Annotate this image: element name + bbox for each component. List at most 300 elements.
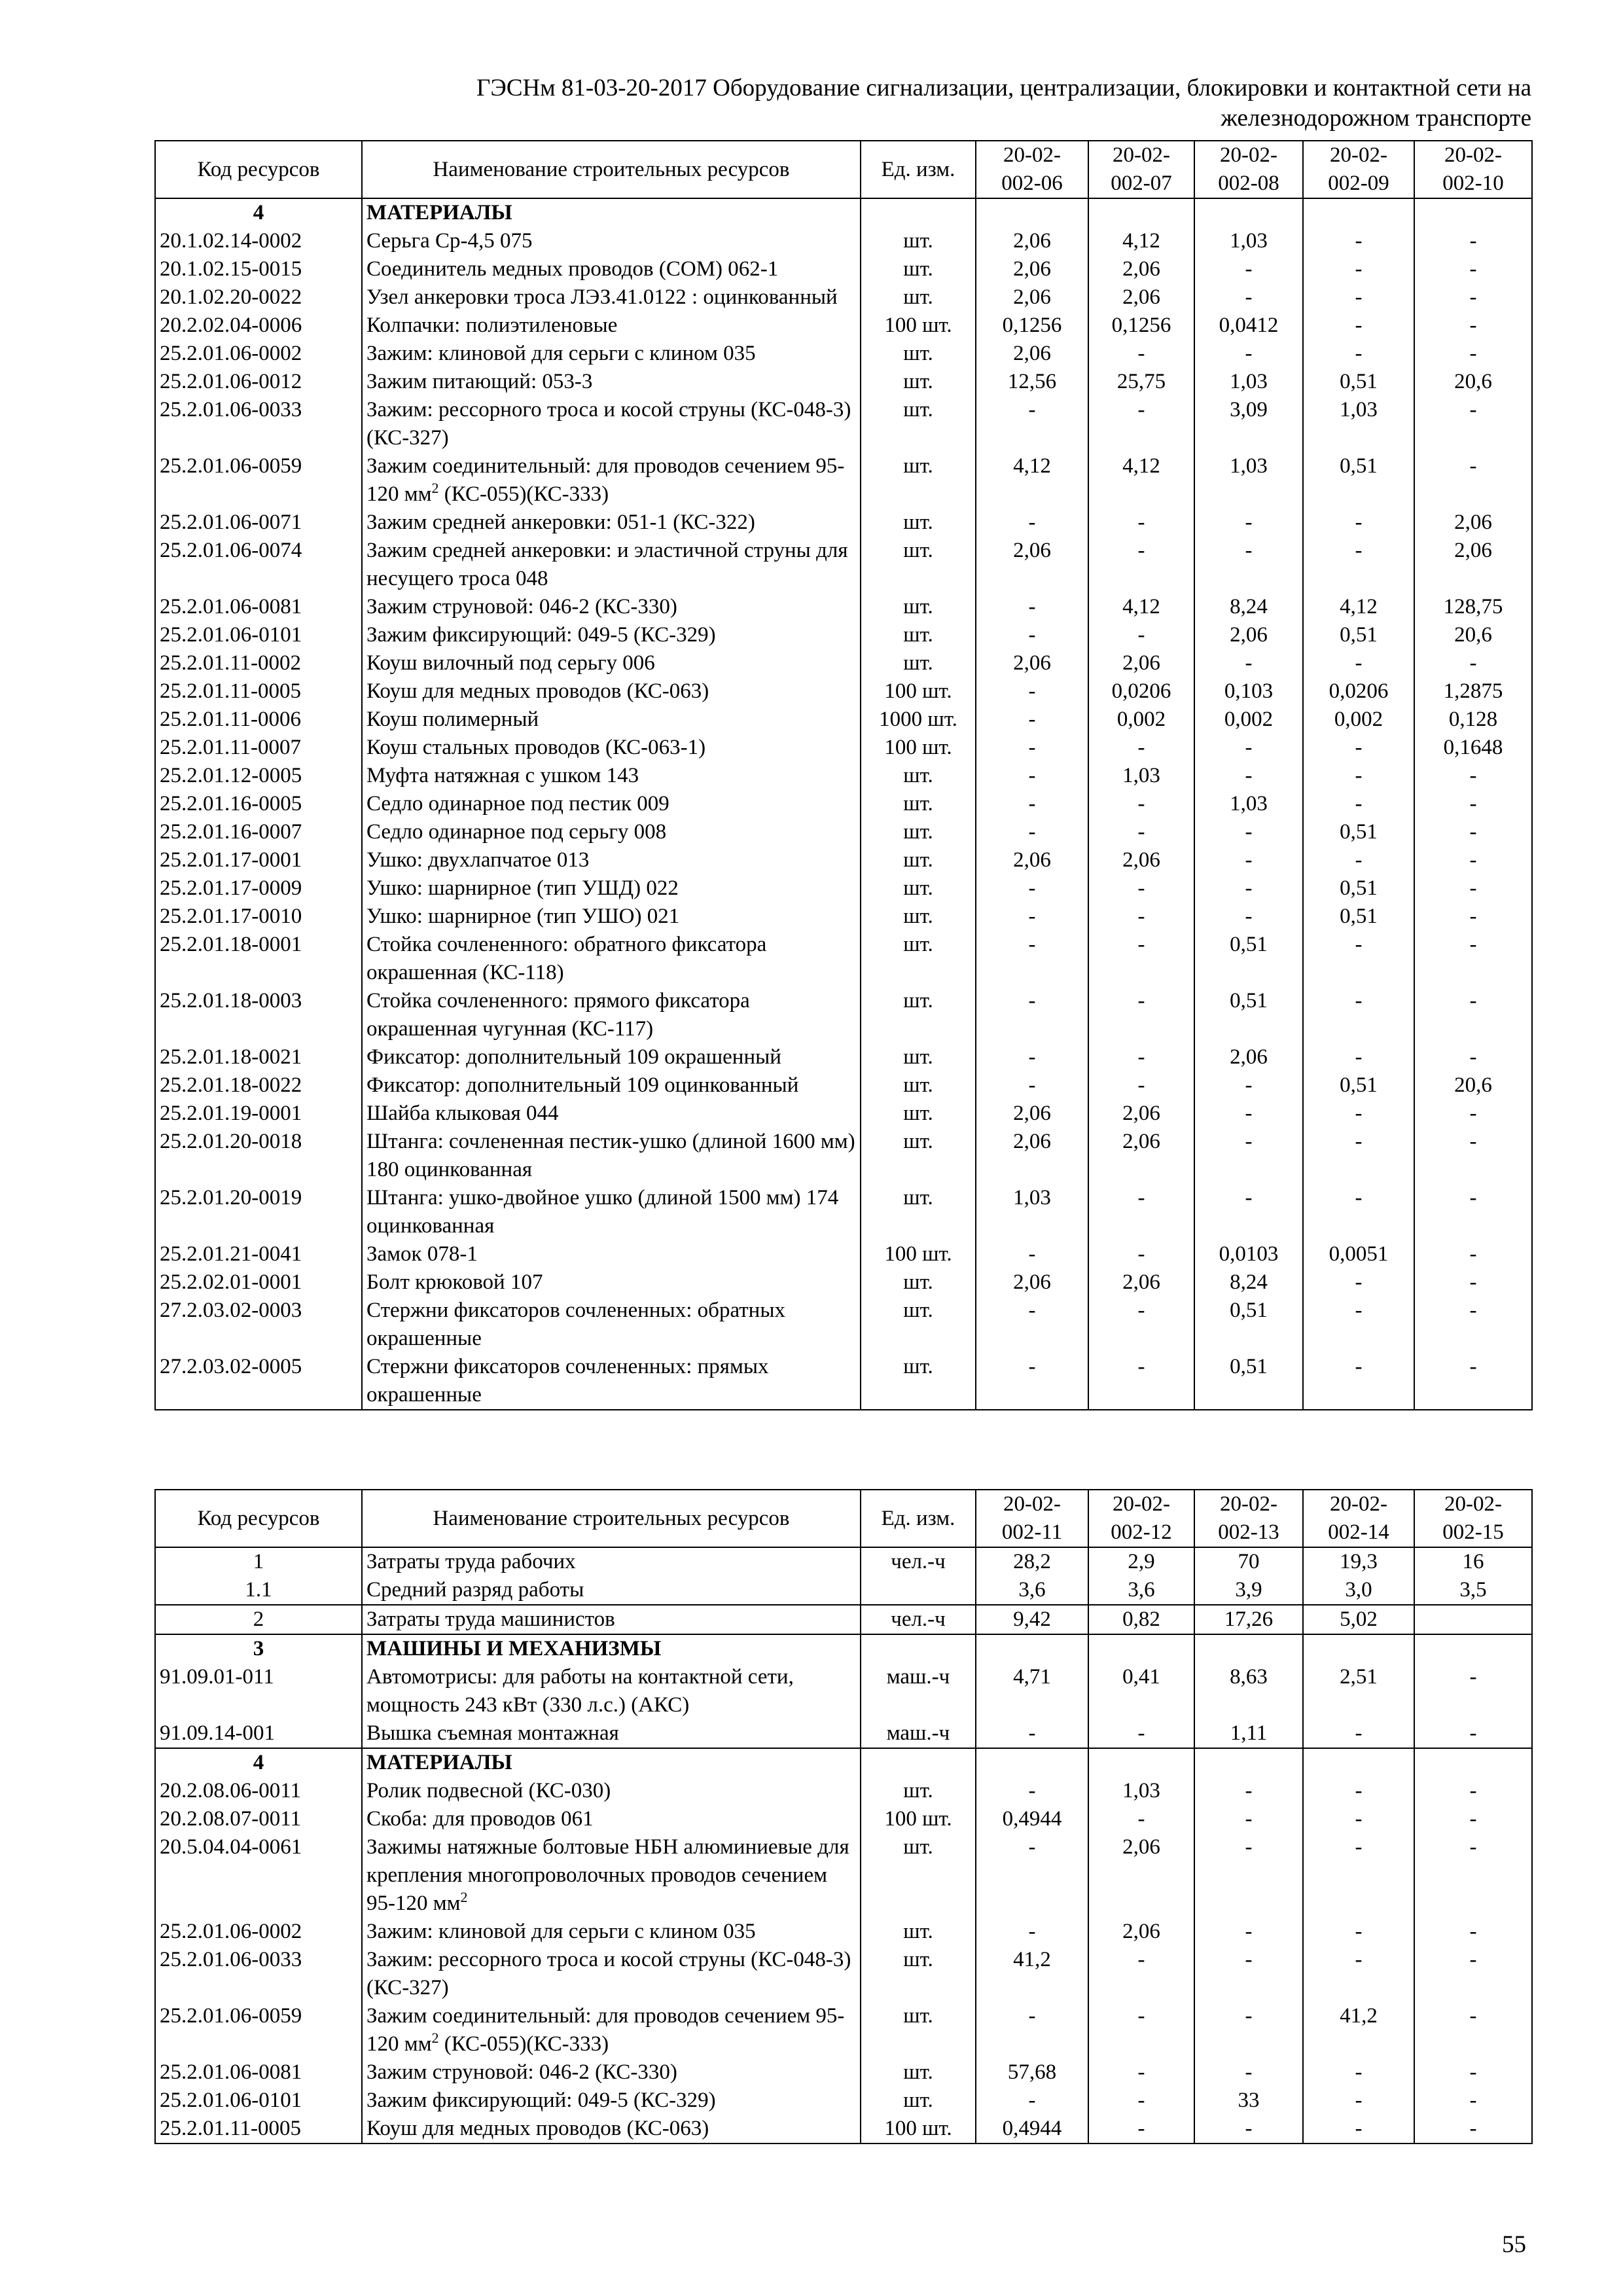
- table-row: [155, 1946, 1532, 2002]
- column-header-name: Наименование строительных ресурсов: [362, 141, 861, 198]
- cell-v2: -: [1088, 734, 1194, 762]
- table-row: [155, 312, 1532, 340]
- cell-unit: шт.: [861, 1297, 976, 1353]
- cell-v4: -: [1303, 1833, 1414, 1918]
- cell-v5: -: [1414, 762, 1532, 790]
- cell-v4: -: [1303, 1353, 1414, 1410]
- cell-code: 25.2.01.06-0101: [155, 2087, 362, 2115]
- cell-v2: 0,002: [1088, 706, 1194, 734]
- cell-v4: -: [1303, 1918, 1414, 1946]
- cell-name: Коуш вилочный под серьгу 006: [362, 649, 861, 677]
- table-row: [155, 1100, 1532, 1128]
- cell-v4: 0,51: [1303, 452, 1414, 509]
- table-row: [155, 790, 1532, 818]
- cell-v3: 1,03: [1194, 368, 1303, 396]
- cell-v4: 0,51: [1303, 874, 1414, 903]
- cell-name: Болт крюковой 107: [362, 1268, 861, 1297]
- cell-v2: -: [1088, 537, 1194, 593]
- cell-v3: [1194, 1748, 1303, 1777]
- cell-v1: -: [976, 396, 1088, 452]
- cell-v3: -: [1194, 1805, 1303, 1833]
- table-row: [155, 1128, 1532, 1184]
- cell-v1: -: [976, 790, 1088, 818]
- table-row: [155, 874, 1532, 903]
- cell-v5: -: [1414, 1719, 1532, 1748]
- cell-code: 25.2.01.21-0041: [155, 1240, 362, 1268]
- cell-v1: 9,42: [976, 1605, 1088, 1634]
- cell-v1: -: [976, 818, 1088, 846]
- cell-v1: 57,68: [976, 2058, 1088, 2087]
- cell-code: 1: [155, 1547, 362, 1576]
- cell-v5: -: [1414, 874, 1532, 903]
- cell-v2: -: [1088, 1184, 1194, 1240]
- table-row: [155, 762, 1532, 790]
- cell-v4: -: [1303, 846, 1414, 874]
- cell-unit: шт.: [861, 2087, 976, 2115]
- cell-code: 27.2.03.02-0005: [155, 1353, 362, 1410]
- cell-v1: -: [976, 1719, 1088, 1748]
- cell-v3: -: [1194, 762, 1303, 790]
- cell-v1: 0,4944: [976, 1805, 1088, 1833]
- table-row: [155, 1663, 1532, 1719]
- cell-v2: 0,1256: [1088, 312, 1194, 340]
- cell-name: Замок 078-1: [362, 1240, 861, 1268]
- cell-v2: 25,75: [1088, 368, 1194, 396]
- cell-v4: 0,51: [1303, 621, 1414, 649]
- cell-code: 25.2.01.06-0059: [155, 2002, 362, 2058]
- section-row: [155, 1634, 1532, 1663]
- column-header-v4: 20-02- 002-09: [1303, 141, 1414, 198]
- cell-v2: 4,12: [1088, 452, 1194, 509]
- cell-v5: 20,6: [1414, 368, 1532, 396]
- cell-unit: шт.: [861, 790, 976, 818]
- cell-v1: 2,06: [976, 283, 1088, 312]
- cell-v3: -: [1194, 1777, 1303, 1805]
- table-row: [155, 1071, 1532, 1100]
- table-row: [155, 1297, 1532, 1353]
- cell-v4: 41,2: [1303, 2002, 1414, 2058]
- cell-name: Ушко: шарнирное (тип УШО) 021: [362, 903, 861, 931]
- cell-v4: -: [1303, 2087, 1414, 2115]
- cell-name: Штанга: ушко-двойное ушко (длиной 1500 мм) 174 оцинкованная: [362, 1184, 861, 1240]
- cell-unit: [861, 198, 976, 227]
- cell-v2: 2,06: [1088, 649, 1194, 677]
- cell-v1: [976, 1748, 1088, 1777]
- cell-v2: -: [1088, 818, 1194, 846]
- cell-code: 20.5.04.04-0061: [155, 1833, 362, 1918]
- table-row: [155, 706, 1532, 734]
- cell-v4: 0,51: [1303, 368, 1414, 396]
- cell-v1: 2,06: [976, 227, 1088, 255]
- cell-v3: -: [1194, 2115, 1303, 2144]
- cell-v1: -: [976, 1240, 1088, 1268]
- cell-v4: -: [1303, 1268, 1414, 1297]
- cell-unit: шт.: [861, 452, 976, 509]
- cell-unit: шт.: [861, 931, 976, 987]
- cell-unit: [861, 1748, 976, 1777]
- cell-v5: -: [1414, 1100, 1532, 1128]
- cell-v5: -: [1414, 818, 1532, 846]
- cell-code: 25.2.01.06-0071: [155, 509, 362, 537]
- cell-v1: 28,2: [976, 1547, 1088, 1576]
- cell-v1: [976, 198, 1088, 227]
- cell-v4: -: [1303, 1184, 1414, 1240]
- cell-code: 20.1.02.20-0022: [155, 283, 362, 312]
- cell-v3: -: [1194, 818, 1303, 846]
- cell-unit: шт.: [861, 1777, 976, 1805]
- cell-v1: -: [976, 677, 1088, 706]
- cell-v3: 0,51: [1194, 987, 1303, 1043]
- cell-name: Скоба: для проводов 061: [362, 1805, 861, 1833]
- cell-unit: [861, 1634, 976, 1663]
- table-row: [155, 903, 1532, 931]
- cell-v5: -: [1414, 1128, 1532, 1184]
- cell-v5: -: [1414, 227, 1532, 255]
- column-header-v4: 20-02- 002-14: [1303, 1490, 1414, 1547]
- cell-code: 91.09.01-011: [155, 1663, 362, 1719]
- cell-v3: 0,0103: [1194, 1240, 1303, 1268]
- cell-name: Серьга Ср-4,5 075: [362, 227, 861, 255]
- cell-v1: -: [976, 1918, 1088, 1946]
- cell-v2: [1088, 1634, 1194, 1663]
- table-row: [155, 846, 1532, 874]
- cell-v5: -: [1414, 2058, 1532, 2087]
- cell-unit: шт.: [861, 537, 976, 593]
- cell-v3: -: [1194, 903, 1303, 931]
- column-header-unit: Ед. изм.: [861, 1490, 976, 1547]
- cell-v3: 0,51: [1194, 1353, 1303, 1410]
- cell-v1: -: [976, 1071, 1088, 1100]
- cell-unit: шт.: [861, 903, 976, 931]
- cell-v1: 2,06: [976, 1268, 1088, 1297]
- cell-name: МАШИНЫ И МЕХАНИЗМЫ: [362, 1634, 861, 1663]
- cell-v3: 0,51: [1194, 1297, 1303, 1353]
- cell-v5: -: [1414, 1663, 1532, 1719]
- table-row: [155, 1719, 1532, 1748]
- cell-v4: 0,002: [1303, 706, 1414, 734]
- cell-unit: шт.: [861, 874, 976, 903]
- cell-v1: -: [976, 1043, 1088, 1071]
- cell-v4: -: [1303, 1805, 1414, 1833]
- cell-v3: -: [1194, 537, 1303, 593]
- cell-name: Зажим струновой: 046-2 (КС-330): [362, 2058, 861, 2087]
- cell-v5: 128,75: [1414, 593, 1532, 621]
- cell-v2: -: [1088, 621, 1194, 649]
- cell-v1: -: [976, 1297, 1088, 1353]
- cell-code: 25.2.01.06-0033: [155, 396, 362, 452]
- cell-v5: 1,2875: [1414, 677, 1532, 706]
- table-row: [155, 1777, 1532, 1805]
- cell-unit: шт.: [861, 227, 976, 255]
- cell-v4: [1303, 198, 1414, 227]
- cell-v2: -: [1088, 1071, 1194, 1100]
- cell-v3: 8,63: [1194, 1663, 1303, 1719]
- table-row: [155, 593, 1532, 621]
- cell-v5: 0,1648: [1414, 734, 1532, 762]
- cell-unit: шт.: [861, 649, 976, 677]
- table-row: [155, 1547, 1532, 1576]
- cell-code: 25.2.01.12-0005: [155, 762, 362, 790]
- column-header-v1: 20-02- 002-06: [976, 141, 1088, 198]
- cell-code: 25.2.01.18-0003: [155, 987, 362, 1043]
- table-body: [155, 1547, 1532, 2144]
- cell-unit: чел.-ч: [861, 1605, 976, 1634]
- section-row: [155, 1748, 1532, 1777]
- cell-v1: 1,03: [976, 1184, 1088, 1240]
- cell-code: 20.1.02.14-0002: [155, 227, 362, 255]
- cell-v2: -: [1088, 2115, 1194, 2144]
- column-header-code: Код ресурсов: [155, 141, 362, 198]
- cell-code: 25.2.02.01-0001: [155, 1268, 362, 1297]
- cell-name: Зажим: клиновой для серьги с клином 035: [362, 340, 861, 368]
- cell-code: 25.2.01.06-0002: [155, 340, 362, 368]
- table-row: [155, 2115, 1532, 2144]
- cell-name: Зажим фиксирующий: 049-5 (КС-329): [362, 2087, 861, 2115]
- cell-name: Средний разряд работы: [362, 1576, 861, 1605]
- cell-unit: шт.: [861, 1946, 976, 2002]
- cell-v3: -: [1194, 1918, 1303, 1946]
- cell-name: Зажим: рессорного троса и косой струны (КС-048-3) (КС-327): [362, 1946, 861, 2002]
- cell-v3: 1,03: [1194, 227, 1303, 255]
- cell-v3: -: [1194, 283, 1303, 312]
- cell-v4: 0,0206: [1303, 677, 1414, 706]
- cell-v4: -: [1303, 255, 1414, 283]
- table-row: [155, 1353, 1532, 1410]
- table-row: [155, 649, 1532, 677]
- cell-v4: 0,51: [1303, 903, 1414, 931]
- cell-v1: -: [976, 509, 1088, 537]
- cell-v4: -: [1303, 1128, 1414, 1184]
- cell-name: Ушко: шарнирное (тип УШД) 022: [362, 874, 861, 903]
- cell-name: МАТЕРИАЛЫ: [362, 198, 861, 227]
- cell-v2: 1,03: [1088, 762, 1194, 790]
- cell-v2: -: [1088, 2002, 1194, 2058]
- cell-v2: 4,12: [1088, 593, 1194, 621]
- cell-v2: -: [1088, 1353, 1194, 1410]
- table-row: [155, 227, 1532, 255]
- table-row: [155, 1184, 1532, 1240]
- cell-v4: -: [1303, 1297, 1414, 1353]
- cell-v1: -: [976, 706, 1088, 734]
- cell-code: 25.2.01.06-0074: [155, 537, 362, 593]
- cell-v1: -: [976, 903, 1088, 931]
- cell-code: 25.2.01.20-0018: [155, 1128, 362, 1184]
- cell-v5: -: [1414, 790, 1532, 818]
- cell-unit: 100 шт.: [861, 734, 976, 762]
- cell-unit: шт.: [861, 1128, 976, 1184]
- cell-name: Стержни фиксаторов сочлененных: обратных окрашенные: [362, 1297, 861, 1353]
- cell-v4: -: [1303, 1777, 1414, 1805]
- cell-v5: -: [1414, 1240, 1532, 1268]
- column-header-v3: 20-02- 002-13: [1194, 1490, 1303, 1547]
- cell-v1: -: [976, 874, 1088, 903]
- cell-v3: 0,002: [1194, 706, 1303, 734]
- cell-v4: 19,3: [1303, 1547, 1414, 1576]
- cell-unit: шт.: [861, 621, 976, 649]
- cell-v4: -: [1303, 227, 1414, 255]
- cell-unit: [861, 1576, 976, 1605]
- cell-v4: -: [1303, 1719, 1414, 1748]
- table-row: [155, 452, 1532, 509]
- cell-v1: 2,06: [976, 846, 1088, 874]
- cell-unit: шт.: [861, 2058, 976, 2087]
- cell-v5: -: [1414, 1353, 1532, 1410]
- column-header-v3: 20-02- 002-08: [1194, 141, 1303, 198]
- cell-code: 1.1: [155, 1576, 362, 1605]
- table-row: [155, 677, 1532, 706]
- cell-v4: 0,51: [1303, 818, 1414, 846]
- cell-v5: -: [1414, 1268, 1532, 1297]
- cell-unit: 100 шт.: [861, 2115, 976, 2144]
- cell-v1: [976, 1634, 1088, 1663]
- cell-v5: -: [1414, 2002, 1532, 2058]
- cell-unit: шт.: [861, 1100, 976, 1128]
- cell-unit: шт.: [861, 1353, 976, 1410]
- cell-unit: чел.-ч: [861, 1547, 976, 1576]
- cell-v3: -: [1194, 846, 1303, 874]
- cell-name: Вышка съемная монтажная: [362, 1719, 861, 1748]
- cell-v1: 2,06: [976, 537, 1088, 593]
- cell-code: 25.2.01.06-0002: [155, 1918, 362, 1946]
- cell-v1: -: [976, 734, 1088, 762]
- cell-v4: [1303, 1634, 1414, 1663]
- cell-v5: -: [1414, 987, 1532, 1043]
- table-row: [155, 931, 1532, 987]
- cell-code: 2: [155, 1605, 362, 1634]
- cell-v1: -: [976, 1353, 1088, 1410]
- cell-v3: 1,11: [1194, 1719, 1303, 1748]
- cell-v1: -: [976, 1833, 1088, 1918]
- cell-code: 4: [155, 198, 362, 227]
- cell-v4: 0,51: [1303, 1071, 1414, 1100]
- cell-v3: -: [1194, 1946, 1303, 2002]
- cell-name: Седло одинарное под серьгу 008: [362, 818, 861, 846]
- table-row: [155, 1805, 1532, 1833]
- cell-v4: -: [1303, 312, 1414, 340]
- cell-name: Зажим соединительный: для проводов сечением 95-120 $мм^2$ (КС-055)(КС-333): [362, 452, 861, 509]
- cell-unit: 100 шт.: [861, 1240, 976, 1268]
- cell-v3: -: [1194, 2058, 1303, 2087]
- cell-v2: 0,41: [1088, 1663, 1194, 1719]
- cell-v2: 2,06: [1088, 255, 1194, 283]
- cell-v4: -: [1303, 2115, 1414, 2144]
- cell-unit: шт.: [861, 818, 976, 846]
- cell-v2: -: [1088, 1297, 1194, 1353]
- cell-v3: -: [1194, 1128, 1303, 1184]
- cell-v5: 3,5: [1414, 1576, 1532, 1605]
- cell-code: 25.2.01.11-0005: [155, 2115, 362, 2144]
- cell-v5: -: [1414, 846, 1532, 874]
- cell-v4: -: [1303, 734, 1414, 762]
- cell-v4: -: [1303, 2058, 1414, 2087]
- cell-v5: -: [1414, 649, 1532, 677]
- cell-v3: -: [1194, 1071, 1303, 1100]
- cell-v1: -: [976, 593, 1088, 621]
- cell-code: 25.2.01.06-0033: [155, 1946, 362, 2002]
- table-header-row: [155, 141, 1532, 198]
- cell-name: Коуш для медных проводов (КС-063): [362, 2115, 861, 2144]
- cell-code: 25.2.01.16-0005: [155, 790, 362, 818]
- cell-v3: -: [1194, 1100, 1303, 1128]
- column-header-v2: 20-02- 002-12: [1088, 1490, 1194, 1547]
- cell-v3: 2,06: [1194, 1043, 1303, 1071]
- cell-unit: 100 шт.: [861, 1805, 976, 1833]
- cell-unit: шт.: [861, 987, 976, 1043]
- column-header-v5: 20-02- 002-15: [1414, 1490, 1532, 1547]
- cell-v4: -: [1303, 762, 1414, 790]
- cell-v1: -: [976, 987, 1088, 1043]
- cell-name: Автомотрисы: для работы на контактной сети, мощность 243 кВт (330 л.с.) (АКС): [362, 1663, 861, 1719]
- cell-name: Стойка сочлененного: прямого фиксатора окрашенная чугунная (КС-117): [362, 987, 861, 1043]
- cell-v2: -: [1088, 1043, 1194, 1071]
- cell-name: Зажим средней анкеровки: 051-1 (КС-322): [362, 509, 861, 537]
- cell-v2: 2,06: [1088, 1268, 1194, 1297]
- cell-unit: шт.: [861, 283, 976, 312]
- cell-v3: 8,24: [1194, 1268, 1303, 1297]
- cell-v3: 1,03: [1194, 452, 1303, 509]
- cell-v5: -: [1414, 396, 1532, 452]
- cell-unit: шт.: [861, 255, 976, 283]
- cell-v4: -: [1303, 790, 1414, 818]
- cell-v1: 2,06: [976, 1128, 1088, 1184]
- table-row: [155, 734, 1532, 762]
- cell-v5: -: [1414, 452, 1532, 509]
- cell-v5: -: [1414, 1833, 1532, 1918]
- cell-code: 25.2.01.20-0019: [155, 1184, 362, 1240]
- table-row: [155, 340, 1532, 368]
- cell-name: Штанга: сочлененная пестик-ушко (длиной 1600 мм) 180 оцинкованная: [362, 1128, 861, 1184]
- cell-v2: -: [1088, 874, 1194, 903]
- table-body: [155, 198, 1532, 1410]
- cell-v3: -: [1194, 2002, 1303, 2058]
- cell-v1: -: [976, 762, 1088, 790]
- cell-code: 25.2.01.06-0012: [155, 368, 362, 396]
- cell-v3: [1194, 198, 1303, 227]
- cell-v4: -: [1303, 931, 1414, 987]
- cell-v2: [1088, 1748, 1194, 1777]
- cell-code: 25.2.01.17-0001: [155, 846, 362, 874]
- cell-v2: 0,0206: [1088, 677, 1194, 706]
- cell-v3: -: [1194, 1833, 1303, 1918]
- cell-v5: -: [1414, 1777, 1532, 1805]
- cell-v5: -: [1414, 903, 1532, 931]
- cell-v3: 3,09: [1194, 396, 1303, 452]
- cell-v5: -: [1414, 255, 1532, 283]
- cell-v3: -: [1194, 734, 1303, 762]
- cell-v3: -: [1194, 649, 1303, 677]
- cell-code: 3: [155, 1634, 362, 1663]
- cell-v3: [1194, 1634, 1303, 1663]
- cell-v2: 2,06: [1088, 1833, 1194, 1918]
- cell-name: Стойка сочлененного: обратного фиксатора окрашенная (КС-118): [362, 931, 861, 987]
- cell-name: Ролик подвесной (КС-030): [362, 1777, 861, 1805]
- cell-unit: шт.: [861, 1043, 976, 1071]
- cell-name: Муфта натяжная с ушком 143: [362, 762, 861, 790]
- cell-name: Зажим: клиновой для серьги с клином 035: [362, 1918, 861, 1946]
- table-row: [155, 1918, 1532, 1946]
- cell-v5: -: [1414, 1043, 1532, 1071]
- cell-v2: -: [1088, 790, 1194, 818]
- cell-v3: -: [1194, 509, 1303, 537]
- cell-v5: 2,06: [1414, 509, 1532, 537]
- cell-v5: -: [1414, 931, 1532, 987]
- table-row: [155, 2087, 1532, 2115]
- cell-code: 25.2.01.19-0001: [155, 1100, 362, 1128]
- cell-v4: -: [1303, 537, 1414, 593]
- cell-v1: 12,56: [976, 368, 1088, 396]
- cell-code: 25.2.01.11-0005: [155, 677, 362, 706]
- cell-v4: 3,0: [1303, 1576, 1414, 1605]
